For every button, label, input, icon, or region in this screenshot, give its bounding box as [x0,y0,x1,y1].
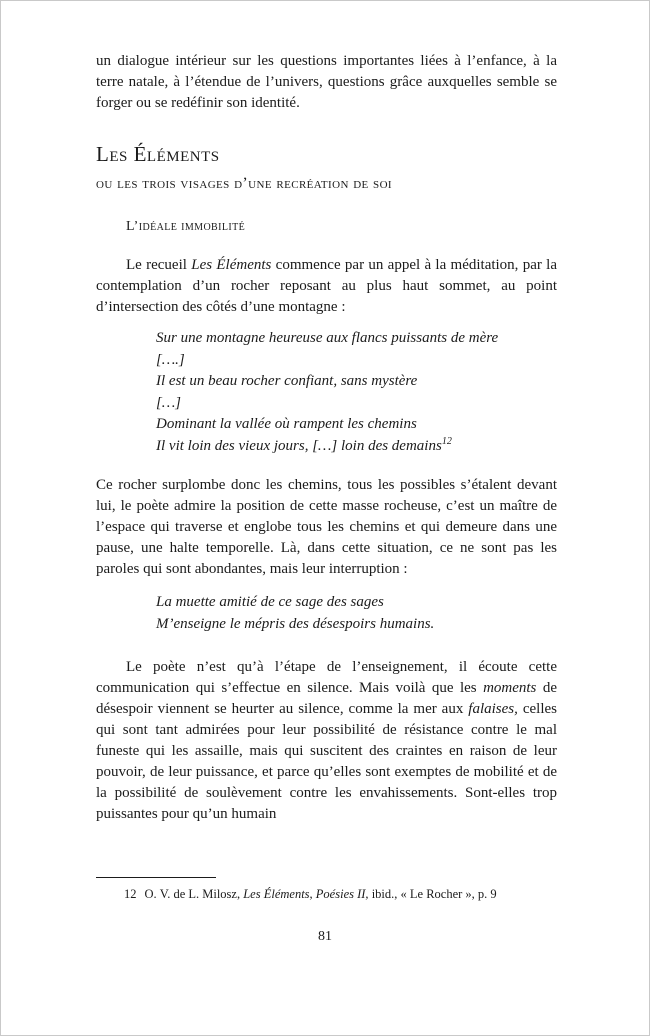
text-run: Le recueil [126,257,192,273]
paragraph-rocher: Ce rocher surplombe donc les chemins, tous les possibles s’étalent devant lui, le poète admire la position de cette masse rocheuse, c’est un maître de l’espace qui traverse et englobe tous les chemins et qui demeure dans une pause, une halte temporelle. Là, dans cette situation, ce ne sont pas les paroles qui sont abondantes, mais leur interruption : [96,477,557,577]
section-title: Les Éléments [96,142,220,166]
quote-line: Il est un beau rocher confiant, sans mystère [156,373,418,389]
footnote-area [96,877,558,903]
page-number: 81 [318,929,332,944]
text-run: Le poète n’est qu’à l’étape de l’enseignement, il écoute cette communication qui s’effectue en silence. Mais voilà que les [96,659,557,696]
quote-line: Dominant la vallée où rampent les chemins [156,416,417,432]
footnote-text [96,886,558,903]
verse-quote-sage [156,592,557,635]
text-run: de désespoir viennent se heurter au silence, comme la mer aux [96,680,557,717]
italic-emphasis: falaises, [468,701,518,717]
quote-line: […] [156,394,182,411]
footnote-reference: 12 [441,435,452,447]
subsection-title: L’idéale immobilité [126,219,246,234]
text-run: commence par un appel à la méditation, par la contemplation d’un rocher reposant au plus haut sommet, au point d’intersection des côtés d’une montagne : [96,257,558,315]
quote-line: [….] [156,351,185,368]
footnote-divider [96,877,216,878]
text-run: celles qui sont tant admirées pour leur possibilité de résistance contre le mal funeste qui les assaille, mais qui suscitent des craintes en raison de leur pouvoir, de leur puissance, et parce qu’elles sont exemptes de mobilité et de la possibilité de soulèvement contre les envahissements. Sont-elles trop puissantes pour qu’un humain [96,701,557,822]
text-run: O. V. de L. Milosz, [144,887,244,901]
quote-line: Sur une montagne heureuse aux flancs puissants de mère [156,330,499,346]
quote-line [156,436,557,458]
italic-work-title: Les Éléments [191,257,272,273]
footnote-number: 12 [124,887,137,901]
paragraph-poete [96,657,557,825]
paragraph-recueil [96,255,557,318]
text-run: Il vit loin des vieux jours, […] loin des demains [156,437,442,454]
italic-work-title: Les Éléments, Poésies II, [243,887,369,901]
italic-emphasis: moments [483,680,537,696]
quote-line: La muette amitié de ce sage des sages [156,594,384,610]
quote-line: M’enseigne le mépris des désespoirs humains. [156,615,435,632]
text-run: ibid., « Le Rocher », p. 9 [368,887,497,901]
section-subtitle: ou les trois visages d’une recréation de soi [96,175,392,192]
verse-quote-rocher [156,328,557,457]
paragraph-intro: un dialogue intérieur sur les questions importantes liées à l’enfance, à la terre natale, à l’étendue de l’univers, questions grâce auxquelles semble se forger ou se redéfinir son identité. [96,53,557,111]
